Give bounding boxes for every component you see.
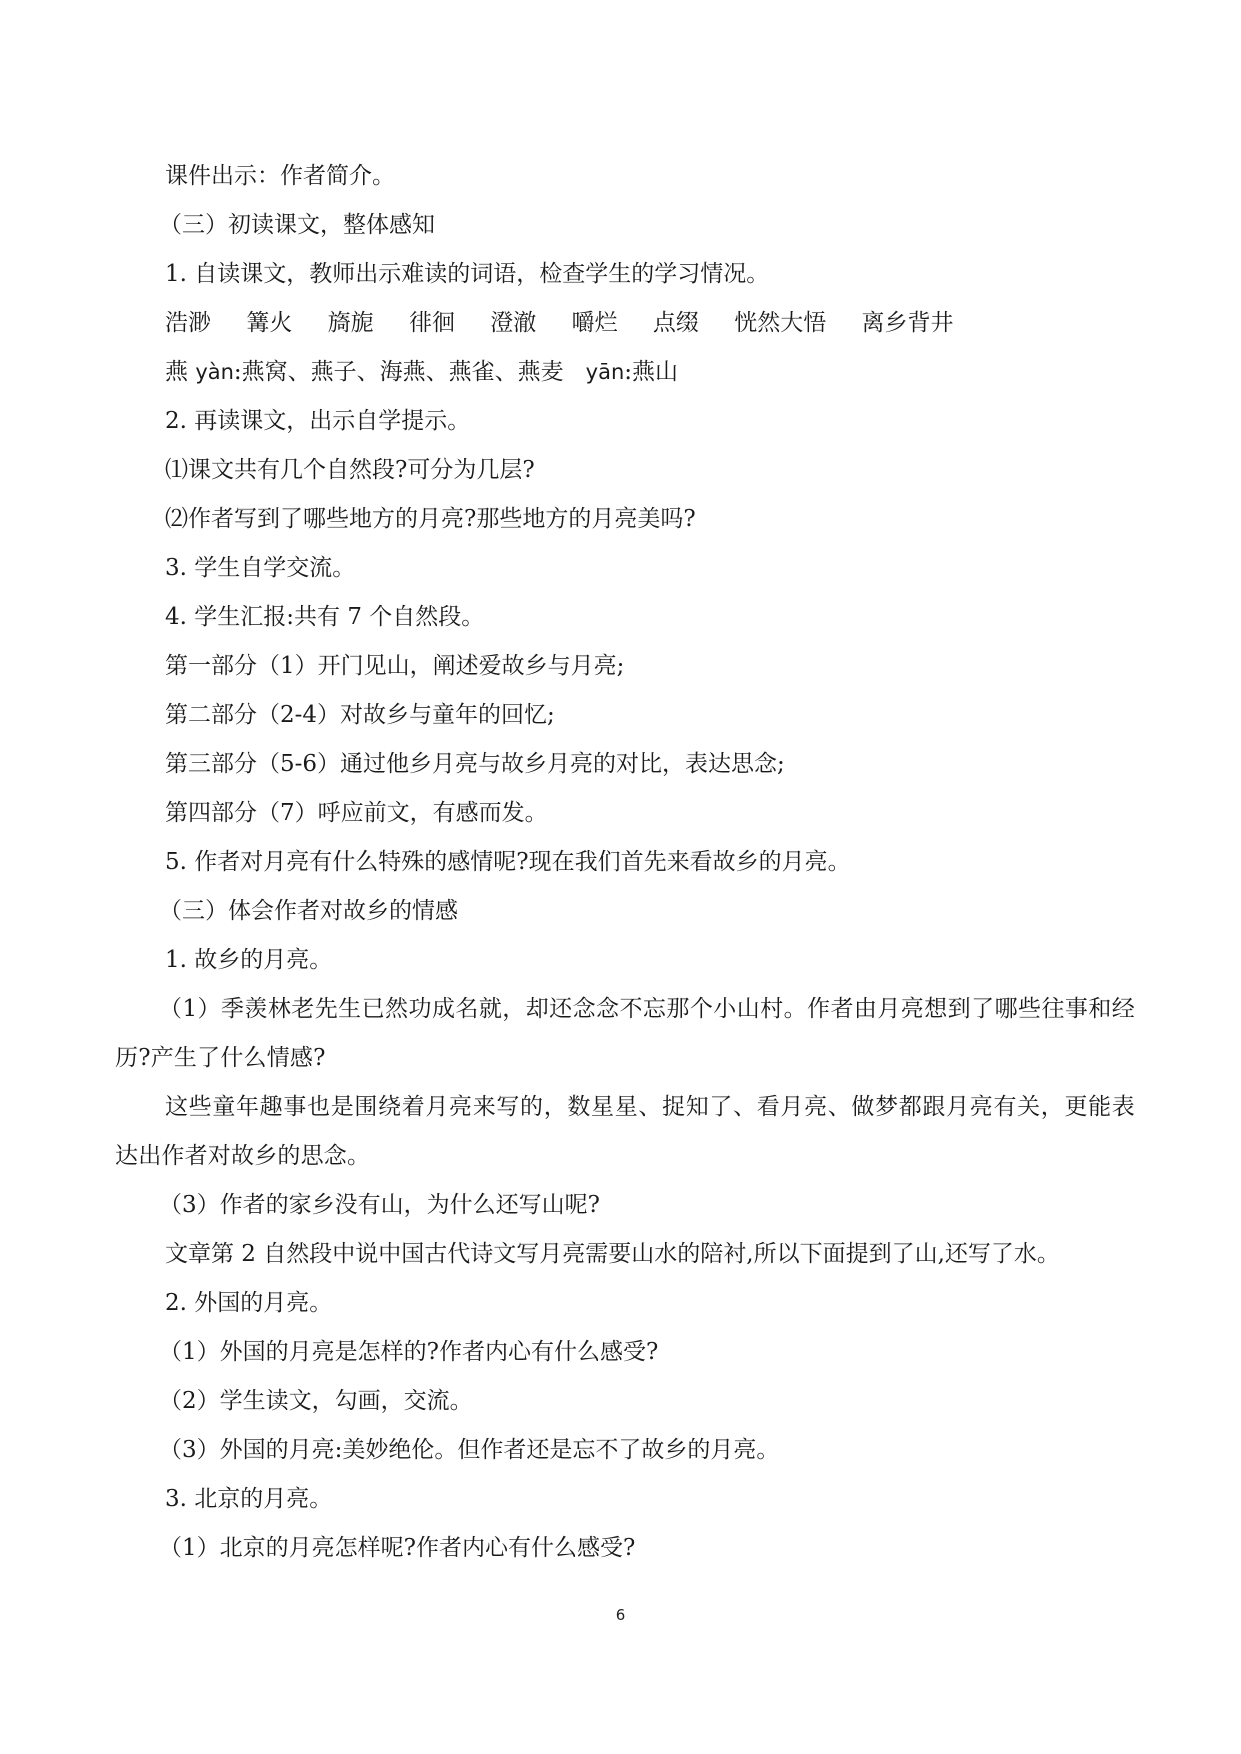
subheading-hometown-moon: 1. 故乡的月亮。 <box>165 947 333 973</box>
word-item: 嚼烂 <box>571 310 618 336</box>
subheading-foreign-moon: 2. 外国的月亮。 <box>165 1290 333 1316</box>
polyphonic-character-line <box>115 348 1135 397</box>
foreign-moon-q3: （3）外国的月亮:美妙绝伦。但作者还是忘不了故乡的月亮。 <box>159 1437 780 1463</box>
step-special-feeling: 5. 作者对月亮有什么特殊的感情呢?现在我们首先来看故乡的月亮。 <box>165 849 851 875</box>
step-self-study: 3. 学生自学交流。 <box>165 555 356 581</box>
word-item: 离乡背井 <box>861 310 954 336</box>
yan1-words: :燕山 <box>624 359 679 385</box>
foreign-moon-q2: （2）学生读文，勾画，交流。 <box>159 1388 473 1414</box>
question-mountain: （3）作者的家乡没有山，为什么还写山呢? <box>159 1192 600 1218</box>
pinyin-yan1: yān <box>585 360 625 384</box>
step-reread: 2. 再读课文，出示自学提示。 <box>165 408 471 434</box>
prompt-item-1: ⑴课文共有几个自然段?可分为几层? <box>165 457 535 483</box>
page-number: 6 <box>615 1606 626 1624</box>
part-four: 第四部分（7）呼应前文，有感而发。 <box>165 800 548 826</box>
answer-mountain-water: 文章第 2 自然段中说中国古代诗文写月亮需要山水的陪衬,所以下面提到了山,还写了水。 <box>165 1241 1060 1267</box>
yan4-words: :燕窝、燕子、海燕、燕雀、燕麦 <box>233 359 564 385</box>
word-item: 点缀 <box>652 310 699 336</box>
difficult-words-list <box>115 299 1135 348</box>
word-item: 篝火 <box>246 310 293 336</box>
word-item: 浩渺 <box>165 310 211 336</box>
document-body <box>115 152 1135 1573</box>
word-item: 旖旎 <box>327 310 374 336</box>
courseware-note: 课件出示：作者简介。 <box>165 163 395 189</box>
word-item: 恍然大悟 <box>734 310 827 336</box>
polyphonic-char: 燕 <box>165 359 188 385</box>
beijing-moon-q1: （1）北京的月亮怎样呢?作者内心有什么感受? <box>159 1535 636 1561</box>
prompt-item-2: ⑵作者写到了哪些地方的月亮?那些地方的月亮美吗? <box>165 506 696 532</box>
step-report: 4. 学生汇报:共有 7 个自然段。 <box>165 604 485 630</box>
foreign-moon-q1: （1）外国的月亮是怎样的?作者内心有什么感受? <box>159 1339 659 1365</box>
section-heading-emotion: （三）体会作者对故乡的情感 <box>159 898 458 924</box>
paragraph-childhood-fun: 这些童年趣事也是围绕着月亮来写的，数星星、捉知了、看月亮、做梦都跟月亮有关，更能表达出作者对故乡的思念。 <box>115 1094 1135 1169</box>
part-two: 第二部分（2-4）对故乡与童年的回忆; <box>165 702 555 728</box>
part-three: 第三部分（5-6）通过他乡月亮与故乡月亮的对比，表达思念; <box>165 751 785 777</box>
part-one: 第一部分（1）开门见山，阐述爱故乡与月亮; <box>165 653 625 679</box>
word-item: 澄澈 <box>490 310 537 336</box>
subheading-beijing-moon: 3. 北京的月亮。 <box>165 1486 333 1512</box>
pinyin-yan4: yàn <box>195 360 234 384</box>
step-self-reading: 1. 自读课文，教师出示难读的词语，检查学生的学习情况。 <box>165 261 770 287</box>
section-heading-first-reading: （三）初读课文，整体感知 <box>159 212 435 238</box>
word-item: 徘徊 <box>408 310 455 336</box>
paragraph-memories-question: （1）季羡林老先生已然功成名就，却还念念不忘那个小山村。作者由月亮想到了哪些往事和经历?产生了什么情感? <box>115 996 1135 1071</box>
